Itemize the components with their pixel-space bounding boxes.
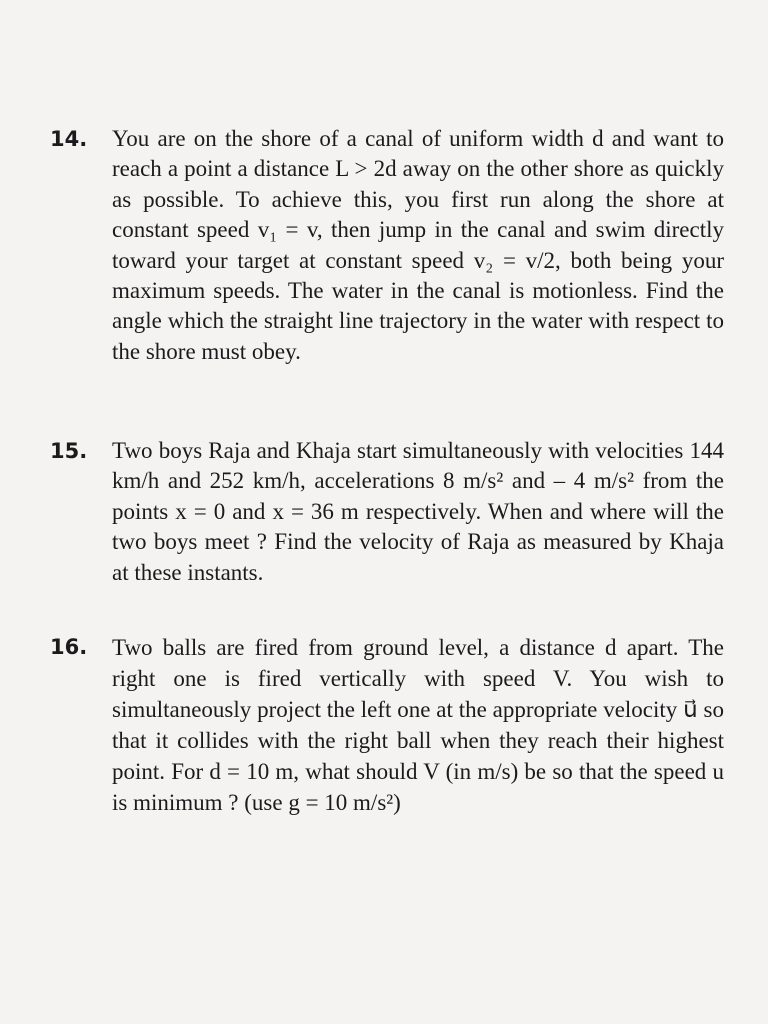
problem-number: 16. xyxy=(50,635,88,659)
problem-text: Two boys Raja and Khaja start simultaneously with velocities 144 km/h and 252 km/h, accelerations 8 m/s² and – 4 m/s² from the points x = 0 and x = 36 m respectively. When and where will the two boys meet ? Find the velocity of Raja as measured by Khaja at these instants. xyxy=(112,438,724,585)
problem-text: You are on the shore of a canal of uniform width d and want to reach a point a distance L > 2d away on the other shore as quickly as possible. To achieve this, you first run along the shore at constant speed v₁ = v, then jump in the canal and swim directly toward your target at constant speed v₂ = v/2, both being your maximum speeds. The water in the canal is motionless. Find the angle which the straight line trajectory in the water with respect to the shore must obey. xyxy=(112,126,724,364)
problem-number: 14. xyxy=(50,127,88,151)
problem-text: Two balls are fired from ground level, a distance d apart. The right one is fired vertically with speed V. You wish to simultaneously project the left one at the appropriate velocity u⃗ so that it collides with the right ball when they reach their highest point. For d = 10 m, what should V (in m/s) be so that the speed u is minimum ? (use g = 10 m/s²) xyxy=(112,635,724,815)
problem-number: 15. xyxy=(50,439,88,463)
